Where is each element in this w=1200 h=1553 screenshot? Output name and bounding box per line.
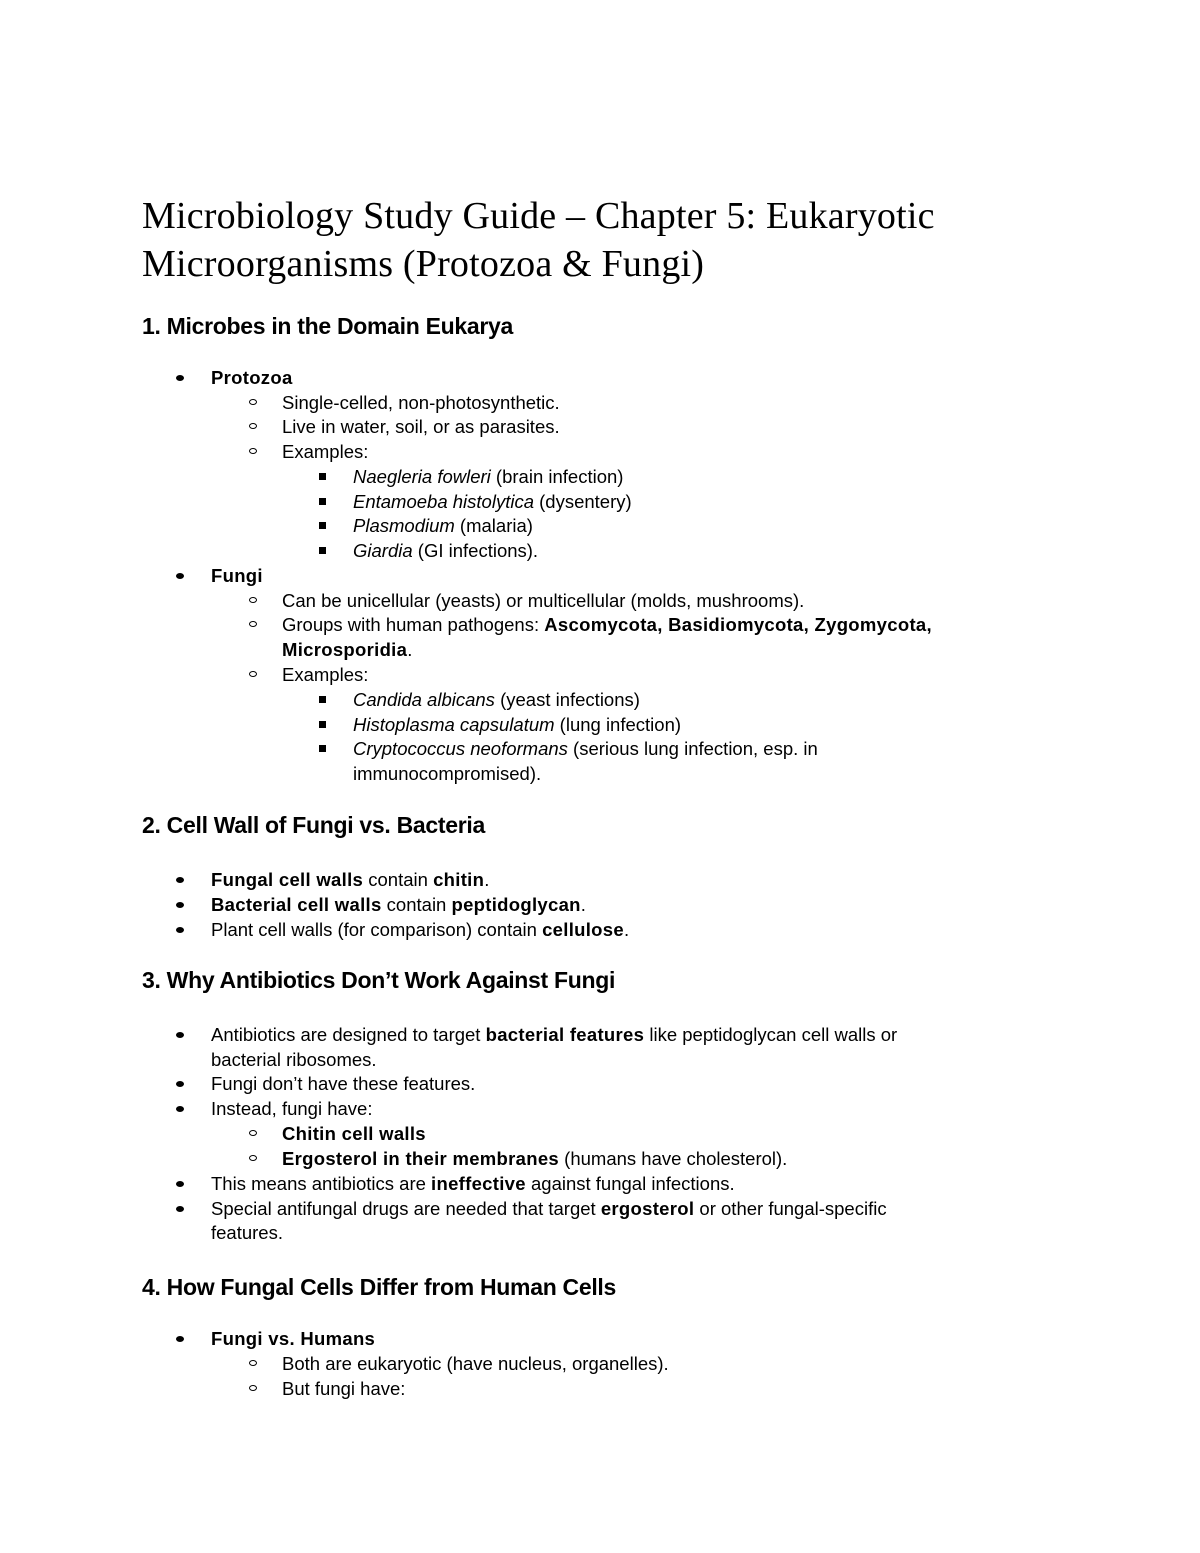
text: . xyxy=(623,919,630,940)
text: (humans have cholesterol). xyxy=(559,1148,788,1169)
list-item: Can be unicellular (yeasts) or multicellular (molds, mushrooms). xyxy=(282,590,805,611)
fungi-label: Fungi xyxy=(211,565,263,586)
list-item: Live in water, soil, or as parasites. xyxy=(282,416,560,437)
species-name: Cryptococcus neoformans xyxy=(353,738,568,759)
list-item: Examples: xyxy=(282,441,369,462)
bold-term: Ascomycota, Basidiomycota, Zygomycota, xyxy=(544,614,932,635)
list-item xyxy=(211,867,489,892)
species-name: Histoplasma capsulatum xyxy=(353,714,555,735)
text: contain xyxy=(381,894,452,915)
list-item-continuation: immunocompromised). xyxy=(353,763,542,784)
list-item xyxy=(353,712,681,737)
bold-term: chitin xyxy=(433,869,485,890)
list-item xyxy=(211,917,629,942)
text: against fungal infections. xyxy=(525,1173,735,1194)
list-item xyxy=(282,1146,787,1171)
species-name: Giardia xyxy=(353,540,413,561)
bold-term: Microsporidia xyxy=(282,639,408,660)
species-desc: (lung infection) xyxy=(554,714,682,735)
list-item: Fungi vs. Humans xyxy=(211,1328,376,1349)
species-desc: (dysentery) xyxy=(534,491,632,512)
list-item xyxy=(353,736,818,761)
section-1-heading: 1. Microbes in the Domain Eukarya xyxy=(142,313,513,339)
list-item xyxy=(211,1171,735,1196)
list-item xyxy=(353,513,533,538)
species-name: Entamoeba histolytica xyxy=(353,491,534,512)
text: Plant cell walls (for comparison) contain xyxy=(211,919,543,940)
species-desc: (malaria) xyxy=(454,515,533,536)
species-desc: (GI infections). xyxy=(412,540,539,561)
text: contain xyxy=(363,869,434,890)
list-item: Examples: xyxy=(282,664,369,685)
text: Special antifungal drugs are needed that target xyxy=(211,1198,601,1219)
text: like peptidoglycan cell walls or xyxy=(644,1024,898,1045)
list-item-continuation: bacterial ribosomes. xyxy=(211,1049,377,1070)
bold-term: bacterial features xyxy=(485,1024,645,1045)
list-item xyxy=(353,464,623,489)
bold-term: Fungal cell walls xyxy=(211,869,364,890)
bold-term: cellulose xyxy=(542,919,624,940)
text: . xyxy=(484,869,490,890)
bold-term: ineffective xyxy=(431,1173,526,1194)
section-2-heading: 2. Cell Wall of Fungi vs. Bacteria xyxy=(142,812,485,838)
text: . xyxy=(407,639,413,660)
species-name: Plasmodium xyxy=(353,515,455,536)
bold-term: peptidoglycan xyxy=(451,894,581,915)
species-name: Naegleria fowleri xyxy=(353,466,491,487)
list-item xyxy=(211,1022,897,1047)
species-desc: (serious lung infection, esp. in xyxy=(567,738,818,759)
species-desc: (brain infection) xyxy=(490,466,624,487)
list-item: Fungi don’t have these features. xyxy=(211,1073,476,1094)
list-item xyxy=(353,489,632,514)
text: or other fungal-specific xyxy=(694,1198,887,1219)
bold-term: Ergosterol in their membranes xyxy=(282,1148,560,1169)
list-item xyxy=(211,892,586,917)
list-item xyxy=(353,538,538,563)
text: . xyxy=(580,894,586,915)
list-item: Both are eukaryotic (have nucleus, organelles). xyxy=(282,1353,669,1374)
list-item: Chitin cell walls xyxy=(282,1123,426,1144)
list-item xyxy=(211,1196,887,1221)
list-item: But fungi have: xyxy=(282,1378,406,1399)
section-4-heading: 4. How Fungal Cells Differ from Human Cells xyxy=(142,1274,617,1300)
text: Groups with human pathogens: xyxy=(282,614,545,635)
list-item-continuation xyxy=(282,637,412,662)
list-item xyxy=(353,687,640,712)
text: Antibiotics are designed to target xyxy=(211,1024,486,1045)
bold-term: ergosterol xyxy=(600,1198,695,1219)
protozoa-label: Protozoa xyxy=(211,367,293,388)
list-item: Instead, fungi have: xyxy=(211,1098,373,1119)
page-title: Microbiology Study Guide – Chapter 5: Eukaryotic Microorganisms (Protozoa & Fungi) xyxy=(142,195,935,285)
list-item-continuation: features. xyxy=(211,1222,283,1243)
section-3-heading: 3. Why Antibiotics Don’t Work Against Fungi xyxy=(142,967,616,993)
list-item xyxy=(282,612,932,637)
bold-term: Bacterial cell walls xyxy=(211,894,382,915)
list-item: Single-celled, non-photosynthetic. xyxy=(282,392,560,413)
text: This means antibiotics are xyxy=(211,1173,432,1194)
species-name: Candida albicans xyxy=(353,689,495,710)
species-desc: (yeast infections) xyxy=(494,689,640,710)
